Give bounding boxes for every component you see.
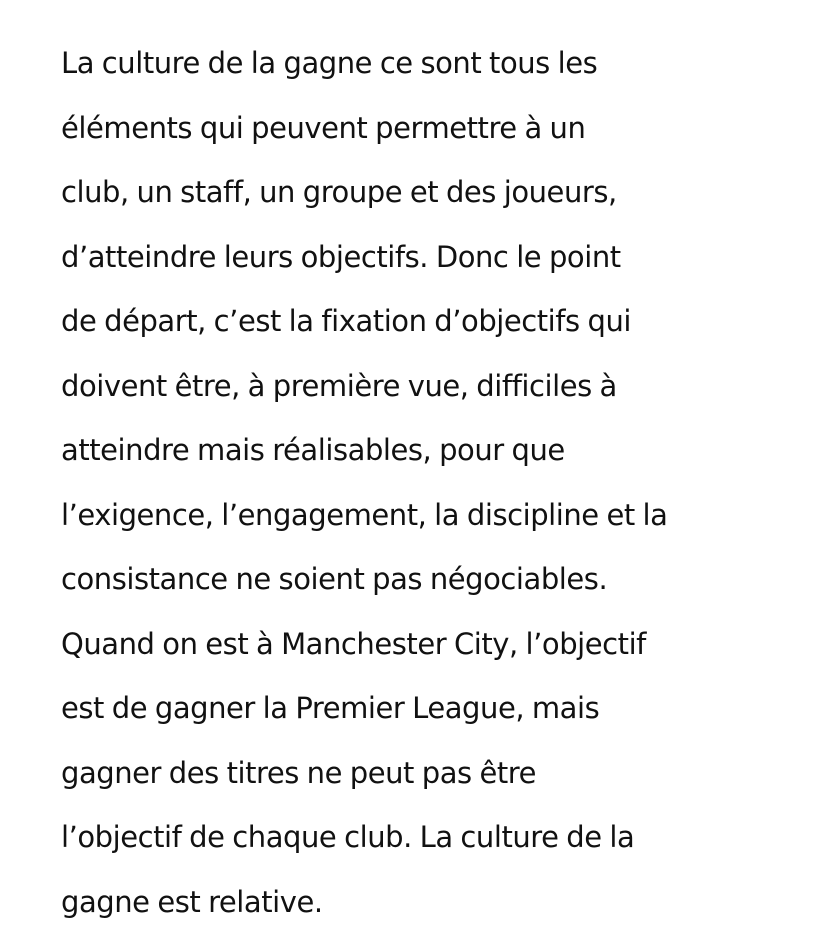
- paragraph-line: l’exigence, l’engagement, la discipline et la: [61, 483, 821, 548]
- paragraph-line: l’objectif de chaque club. La culture de la: [61, 805, 821, 870]
- paragraph-line: doivent être, à première vue, difficiles à: [61, 354, 821, 419]
- article-paragraph: [61, 31, 821, 934]
- paragraph-line: Quand on est à Manchester City, l’objectif: [61, 612, 821, 677]
- paragraph-line: La culture de la gagne ce sont tous les: [61, 31, 821, 96]
- paragraph-line: de départ, c’est la fixation d’objectifs qui: [61, 289, 821, 354]
- paragraph-line: gagner des titres ne peut pas être: [61, 741, 821, 806]
- paragraph-line: gagne est relative.: [61, 870, 821, 934]
- paragraph-line: éléments qui peuvent permettre à un: [61, 96, 821, 161]
- paragraph-line: est de gagner la Premier League, mais: [61, 676, 821, 741]
- paragraph-line: d’atteindre leurs objectifs. Donc le point: [61, 225, 821, 290]
- paragraph-line: club, un staff, un groupe et des joueurs,: [61, 160, 821, 225]
- paragraph-line: atteindre mais réalisables, pour que: [61, 418, 821, 483]
- paragraph-line: consistance ne soient pas négociables.: [61, 547, 821, 612]
